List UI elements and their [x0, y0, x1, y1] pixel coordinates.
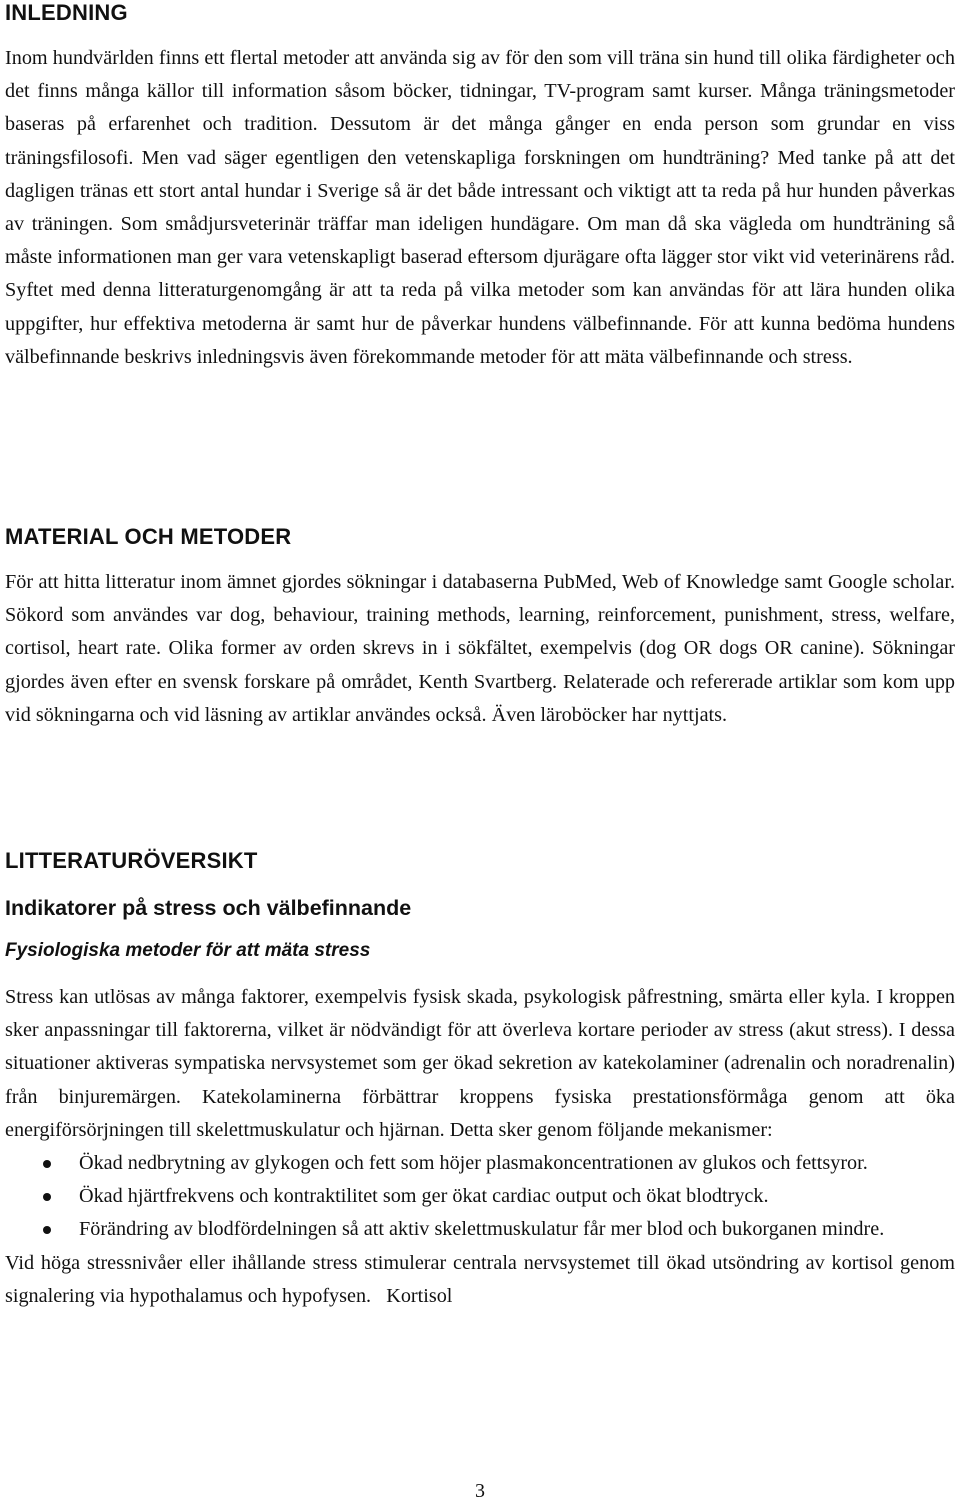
heading-litteraturoversikt: LITTERATURÖVERSIKT — [5, 848, 258, 873]
paragraph-inledning: Inom hundvärlden finns ett flertal metoder att använda sig av för den som vill träna sin hund till olika färdigheter och det finns många källor till information såsom böcker, tidningar, TV-program samt kurser. Många träningsmetoder baseras på erfarenhet och tradition. Dessutom är det många gånger en enda person som grundar en viss träningsfilosofi. Men vad säger egentligen den vetenskapliga forskningen om hundträning? Med tanke på att det dagligen tränas ett stort antal hundar i Sverige så är det både intressant och viktigt att ta reda på hur hunden påverkas av träningen. Som smådjursveterinär träffar man ideligen hundägare. Om man då ska vägleda om hundträning så måste informationen man ger vara vetenskapligt baserad eftersom djurägare ofta lägger stor vikt vid veterinärens råd. Syftet med denna litteraturgenomgång är att ta reda på vilka metoder som kan användas för att lära hunden olika uppgifter, hur effektiva metoderna är samt hur de påverkar hundens välbefinnande. För att kunna bedöma hundens välbefinnande beskrivs inledningsvis även förekommande metoder för att mäta välbefinnande och stress. — [5, 47, 955, 368]
bullet-icon — [43, 1193, 51, 1201]
list-item-text: Förändring av blodfördelningen så att aktiv skelettmuskulatur får mer blod och bukorganen mindre. — [79, 1218, 885, 1241]
list-item-text: Ökad hjärtfrekvens och kontraktilitet som ger ökat cardiac output och ökat blodtryck. — [79, 1185, 769, 1208]
paragraph-material-och-metoder: För att hitta litteratur inom ämnet gjordes sökningar i databaserna PubMed, Web of Knowledge samt Google scholar. Sökord som användes var dog, behaviour, training methods, learning, reinforcement, punishment, stress, welfare, cortisol, heart rate. Olika former av orden skrevs in i sökfältet, exempelvis (dog OR dogs OR canine). Sökningar gjordes även efter en svensk forskare på området, Kenth Svartberg. Relaterade och refererade artiklar som kom upp vid sökningarna och vid läsning av artiklar användes också. Även läroböcker har nyttjats. — [5, 571, 955, 726]
heading-material-och-metoder: MATERIAL OCH METODER — [5, 524, 292, 549]
mechanism-list — [5, 1147, 955, 1247]
list-item — [5, 1213, 955, 1246]
subheading-indikatorer: Indikatorer på stress och välbefinnande — [5, 896, 412, 920]
subsubheading-fysiologiska-metoder: Fysiologiska metoder för att mäta stress — [5, 940, 371, 961]
bullet-icon — [43, 1226, 51, 1234]
heading-inledning: INLEDNING — [5, 0, 128, 25]
bullet-icon — [43, 1160, 51, 1168]
paragraph-stress: Stress kan utlösas av många faktorer, exempelvis fysisk skada, psykologisk påfrestning, smärta eller kyla. I kroppen sker anpassningar till faktorerna, vilket är nödvändigt för att överleva kortare perioder av stress (akut stress). I dessa situationer aktiveras sympatiska nervsystemet som ger ökad sekretion av katekolaminer (adrenalin och noradrenalin) från binjuremärgen. Katekolaminerna förbättrar kroppens fysiska prestationsförmåga genom att öka energiförsörjningen till skelettmuskulatur och hjärnan. Detta sker genom följande mekanismer: — [5, 986, 955, 1141]
list-item — [5, 1147, 955, 1180]
paragraph-closing: Vid höga stressnivåer eller ihållande stress stimulerar centrala nervsystemet till ökad utsöndring av kortisol genom signalering via hypothalamus och hypofysen. Kortisol — [5, 1251, 960, 1307]
page-number: 3 — [475, 1480, 485, 1502]
list-item-text: Ökad nedbrytning av glykogen och fett som höjer plasmakoncentrationen av glukos och fettsyror. — [79, 1152, 868, 1175]
list-item — [5, 1180, 955, 1213]
litteratur-body — [5, 981, 960, 1313]
